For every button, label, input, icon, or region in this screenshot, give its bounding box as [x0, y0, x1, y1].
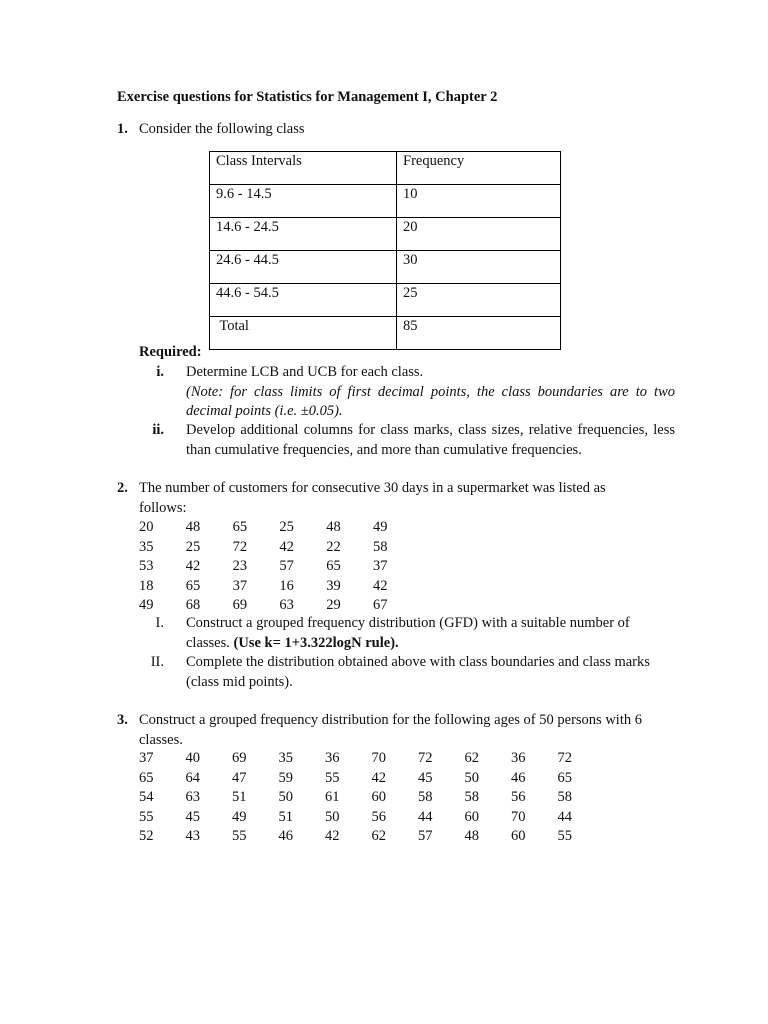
data-cell: 43 [185, 828, 200, 844]
data-cell: 67 [372, 597, 388, 613]
data-cell: 25 [279, 519, 294, 535]
data-cell: 55 [139, 808, 154, 825]
data-cell: 65 [139, 769, 154, 786]
data-cell: 44 [418, 808, 433, 825]
data-cell: 58 [372, 538, 388, 555]
data-row [139, 749, 604, 769]
data-row [139, 577, 420, 597]
data-cell: 46 [278, 828, 293, 844]
table-cell: 44.6 - 54.5 [210, 284, 397, 317]
data-cell: 65 [326, 558, 341, 574]
item-number: i. [156, 364, 164, 380]
data-cell: 69 [232, 597, 248, 613]
data-cell: 22 [326, 538, 341, 555]
data-cell: 53 [139, 558, 154, 574]
question-2-text: The number of customers for consecutive 30 days in a supermarket was listed as follows: [139, 480, 606, 516]
table-cell: 85 [397, 317, 561, 350]
data-cell: 48 [185, 519, 201, 535]
data-cell: 58 [464, 789, 479, 805]
table-cell: Total [210, 317, 397, 350]
table-header-row [210, 152, 561, 185]
data-cell: 62 [464, 750, 479, 766]
data-cell: 42 [185, 558, 201, 574]
data-row [139, 827, 604, 847]
data-cell: 49 [372, 519, 388, 535]
data-cell: 55 [557, 828, 572, 844]
data-cell: 50 [278, 789, 293, 805]
data-cell: 49 [139, 597, 154, 613]
data-cell: 48 [464, 828, 479, 844]
table-row [210, 251, 561, 284]
data-cell: 48 [326, 519, 341, 535]
table-cell: 14.6 - 24.5 [210, 218, 397, 251]
data-row [139, 557, 420, 577]
data-cell: 58 [557, 789, 572, 805]
table-total-row [210, 317, 561, 350]
table-cell: 30 [397, 251, 561, 284]
item-number: I. [155, 615, 164, 631]
question-3-number: 3. [117, 712, 128, 728]
data-cell: 42 [325, 828, 340, 844]
data-cell: 62 [371, 828, 386, 844]
data-cell: 54 [139, 789, 154, 805]
data-cell: 39 [326, 577, 341, 594]
item-text: Complete the distribution obtained above with class boundaries and class marks (class mid points). [186, 654, 650, 690]
document-title: Exercise questions for Statistics for Management I, Chapter 2 [117, 89, 498, 105]
table-row [210, 185, 561, 218]
required-label: Required: [139, 344, 202, 360]
data-cell: 42 [371, 769, 386, 786]
item-text [186, 614, 675, 653]
data-cell: 63 [185, 789, 200, 805]
data-cell: 55 [232, 828, 247, 844]
data-cell: 29 [326, 597, 341, 613]
data-cell: 37 [139, 750, 154, 766]
data-cell: 57 [418, 828, 433, 844]
data-cell: 35 [139, 538, 154, 555]
data-cell: 63 [279, 597, 294, 613]
data-cell: 56 [511, 789, 526, 805]
data-cell: 61 [325, 789, 340, 805]
table-header-cell: Class Intervals [210, 152, 397, 185]
data-cell: 46 [511, 769, 526, 786]
data-cell: 72 [418, 750, 433, 766]
table-cell: 24.6 - 44.5 [210, 251, 397, 284]
table-cell: 20 [397, 218, 561, 251]
data-cell: 52 [139, 828, 154, 844]
data-cell: 37 [232, 577, 248, 594]
table-cell: 10 [397, 185, 561, 218]
data-cell: 25 [185, 538, 201, 555]
data-cell: 45 [185, 808, 200, 825]
data-row [139, 769, 604, 789]
data-cell: 59 [278, 769, 293, 786]
data-row [139, 518, 420, 538]
data-cell: 65 [557, 769, 572, 786]
data-cell: 70 [371, 750, 386, 766]
data-cell: 18 [139, 577, 154, 594]
table-cell: 25 [397, 284, 561, 317]
data-cell: 45 [418, 769, 433, 786]
data-cell: 60 [464, 808, 479, 825]
customer-data-grid [139, 518, 420, 616]
data-cell: 37 [372, 558, 388, 574]
data-cell: 42 [372, 577, 388, 594]
table-header-cell: Frequency [397, 152, 561, 185]
data-cell: 72 [557, 750, 572, 766]
item-number: ii. [152, 422, 164, 438]
data-row [139, 808, 604, 828]
question-3-text: Construct a grouped frequency distribution for the following ages of 50 persons with 6 classes. [139, 712, 642, 748]
data-cell: 64 [185, 769, 200, 786]
data-row [139, 538, 420, 558]
data-cell: 49 [232, 808, 247, 825]
item-bold-text: (Use k= 1+3.322logN rule). [233, 634, 399, 651]
data-cell: 69 [232, 750, 247, 766]
ages-data-grid [139, 749, 604, 847]
item-text [186, 363, 675, 422]
data-cell: 47 [232, 769, 247, 786]
question-1-text: Consider the following class [139, 121, 305, 137]
data-cell: 57 [279, 558, 294, 574]
data-cell: 50 [464, 769, 479, 786]
data-cell: 36 [511, 750, 526, 766]
data-cell: 51 [278, 808, 293, 825]
data-cell: 65 [232, 519, 248, 535]
class-frequency-table [209, 151, 561, 350]
data-cell: 60 [511, 828, 526, 844]
item-main-text: Determine LCB and UCB for each class. [186, 364, 424, 380]
data-cell: 68 [185, 597, 201, 613]
data-cell: 55 [325, 769, 340, 786]
data-cell: 16 [279, 577, 294, 594]
item-text: Develop additional columns for class marks, class sizes, relative frequencies, less than cumulative frequencies, and more than cumulative frequencies. [186, 422, 675, 458]
table-cell: 9.6 - 14.5 [210, 185, 397, 218]
data-cell: 65 [185, 577, 201, 594]
question-1-number: 1. [117, 121, 128, 137]
data-cell: 72 [232, 538, 248, 555]
data-row [139, 788, 604, 808]
data-cell: 20 [139, 519, 154, 535]
data-cell: 58 [418, 789, 433, 805]
data-cell: 36 [325, 750, 340, 766]
data-cell: 70 [511, 808, 526, 825]
data-cell: 56 [371, 808, 386, 825]
data-cell: 60 [371, 789, 386, 805]
data-cell: 40 [185, 750, 200, 766]
data-row [139, 596, 420, 616]
item-number: II. [150, 654, 164, 670]
data-cell: 23 [232, 558, 248, 574]
question-2-number: 2. [117, 480, 128, 496]
table-row [210, 218, 561, 251]
item-main-text: Construct a grouped frequency distribution (GFD) with a suitable number of classes. [186, 615, 630, 651]
table-row [210, 284, 561, 317]
data-cell: 50 [325, 808, 340, 825]
data-cell: 44 [557, 808, 572, 825]
data-cell: 35 [278, 750, 293, 766]
data-cell: 51 [232, 789, 247, 805]
data-cell: 42 [279, 538, 294, 555]
item-note: (Note: for class limits of first decimal points, the class boundaries are to two decimal points (i.e. ±0.05). [186, 383, 675, 419]
